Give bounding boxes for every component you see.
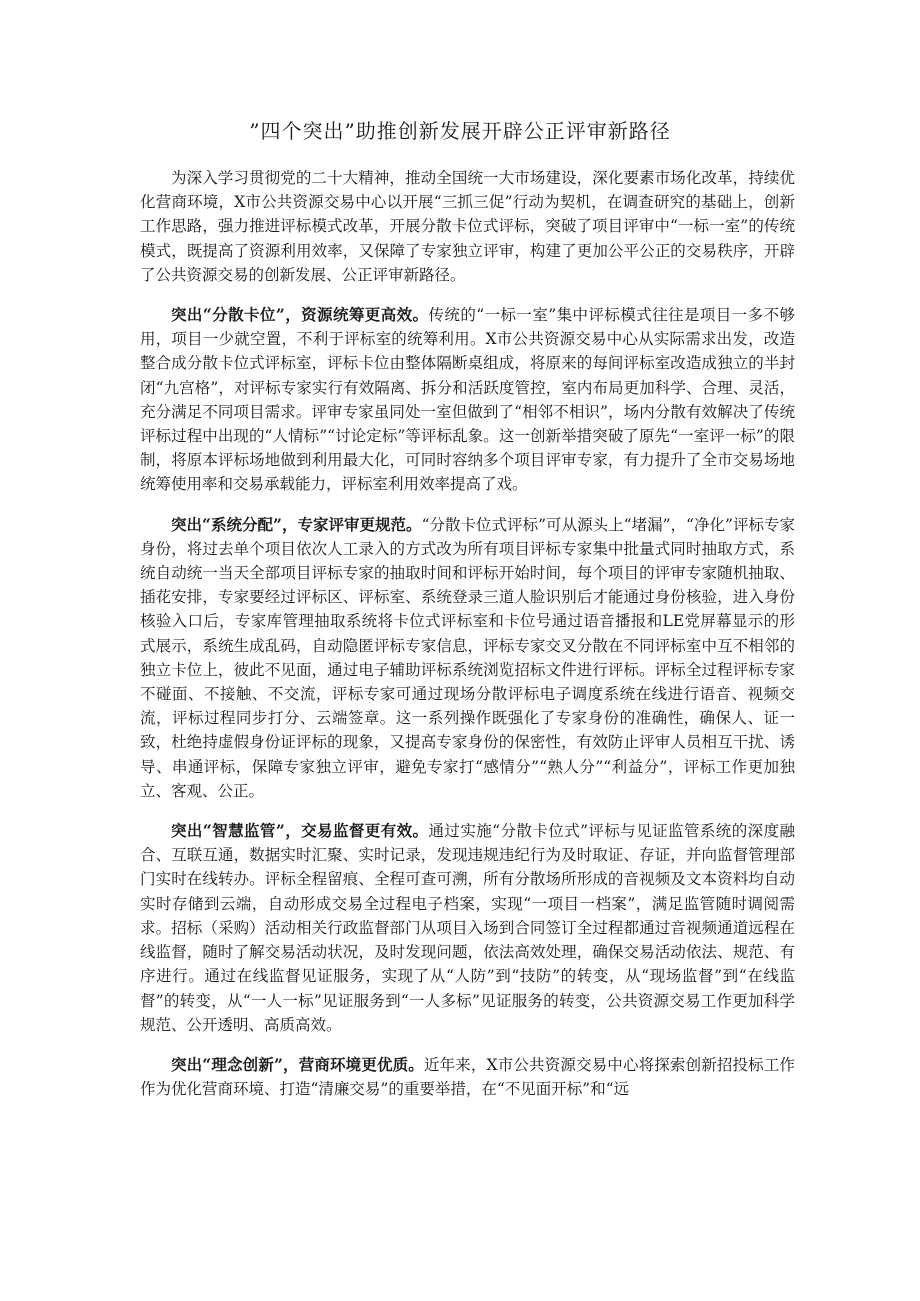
document-title: ”四个突出”助推创新发展开辟公正评审新路径 [249, 119, 671, 143]
section-paragraph-dispersed-booths [140, 303, 795, 497]
section-lead-dispersed-booths: 突出“分散卡位”，资源统筹更高效。 [171, 305, 429, 325]
section-text-system-allocation: “分散卡位式评标”可从源头上“堵漏”，“净化”评标专家身份，将过去单个项目依次人工录入的方式改为所有项目评标专家集中批量式同时抽取方式，系统自动统一当天全部项目评标专家的抽取时间和评标开始时间，每个项目的评审专家随机抽取、插花安排，专家要经过评标区、评标室、系统登录三道人脸识别后才能通过身份核验，进入身份核验入口后，专家库管理抽取系统将卡位式评标室和卡位号通过语音播报和LE党屏幕显示的形式展示，系统生成乱码，自动隐匿评标专家信息，评标专家交叉分散在不同评标室中互不相邻的独立卡位上，彼此不见面，通过电子辅助评标系统浏览招标文件进行评标。评标全过程评标专家不碰面、不接触、不交流，评标专家可通过现场分散评标电子调度系统在线进行语音、视频交流，评标过程同步打分、云端签章。这一系列操作既强化了专家身份的准确性，确保人、证一致，杜绝持虚假身份证评标的现象，又提高专家身份的保密性，有效防止评审人员相互干扰、诱导、串通评标，保障专家独立评审，避免专家打“感情分”“熟人分”“利益分”，评标工作更加独立、客观、公正。 [140, 515, 795, 800]
section-paragraph-smart-supervision [140, 819, 795, 1037]
section-paragraph-concept-innovation [140, 1053, 795, 1101]
section-lead-concept-innovation: 突出“理念创新”，营商环境更优质。 [171, 1054, 424, 1074]
section-lead-system-allocation: 突出“系统分配”，专家评审更规范。 [171, 514, 422, 534]
section-text-concept-innovation: 近年来，X市公共资源交易中心将探索创新招投标工作作为优化营商环境、打造“清廉交易”的重要举措，在“不见面开标”和“远 [140, 1055, 795, 1099]
document-body [140, 166, 795, 1117]
section-text-smart-supervision: 通过实施“分散卡位式”评标与见证监管系统的深度融合、互联互通，数据实时汇聚、实时记录，发现违规违纪行为及时取证、存证，并向监督管理部门实时在线转办。评标全程留痕、全程可查可溯，所有分散场所形成的音视频及文本资料均自动实时存储到云端，自动形成交易全过程电子档案，实现“一项目一档案”，满足监管随时调阅需求。招标（采购）活动相关行政监督部门从项目入场到合同签订全过程都通过音视频通道远程在线监督，随时了解交易活动状况，及时发现问题，依法高效处理，确保交易活动依法、规范、有序进行。通过在线监督见证服务，实现了从“人防”到“技防”的转变，从“现场监督”到“在线监督”的转变，从“一人一标”见证服务到“一人多标”见证服务的转变，公共资源交易工作更加科学规范、公开透明、高质高效。 [140, 822, 795, 1034]
section-paragraph-system-allocation [140, 513, 795, 803]
intro-paragraph: 为深入学习贯彻党的二十大精神，推动全国统一大市场建设，深化要素市场化改革，持续优化营商环境，X市公共资源交易中心以开展“三抓三促”行动为契机，在调查研究的基础上，创新工作思路，强力推进评标模式改革，开展分散卡位式评标，突破了项目评审中“一标一室”的传统模式，既提高了资源利用效率，又保障了专家独立评审，构建了更加公平公正的交易秩序，开辟了公共资源交易的创新发展、公正评审新路径。 [140, 169, 795, 284]
section-text-dispersed-booths: 传统的“一标一室”集中评标模式往往是项目一多不够用，项目一少就空置，不利于评标室的统筹利用。X市公共资源交易中心从实际需求出发，改造整合成分散卡位式评标室，评标卡位由整体隔断桌组成，将原来的每间评标室改造成独立的半封闭“九宫格”，对评标专家实行有效隔离、拆分和活跃度管控，室内布局更加科学、合理、灵活，充分满足不同项目需求。评审专家虽同处一室但做到了“相邻不相识”，场内分散有效解决了传统评标过程中出现的“人情标”“讨论定标”等评标乱象。这一创新举措突破了原先“一室评一标”的限制，将原本评标场地做到利用最大化，可同时容纳多个项目评审专家，有力提升了全市交易场地统筹使用率和交易承载能力，评标室利用效率提高了戏。 [140, 306, 795, 494]
section-lead-smart-supervision: 突出“智慧监管”，交易监督更有效。 [171, 821, 429, 841]
